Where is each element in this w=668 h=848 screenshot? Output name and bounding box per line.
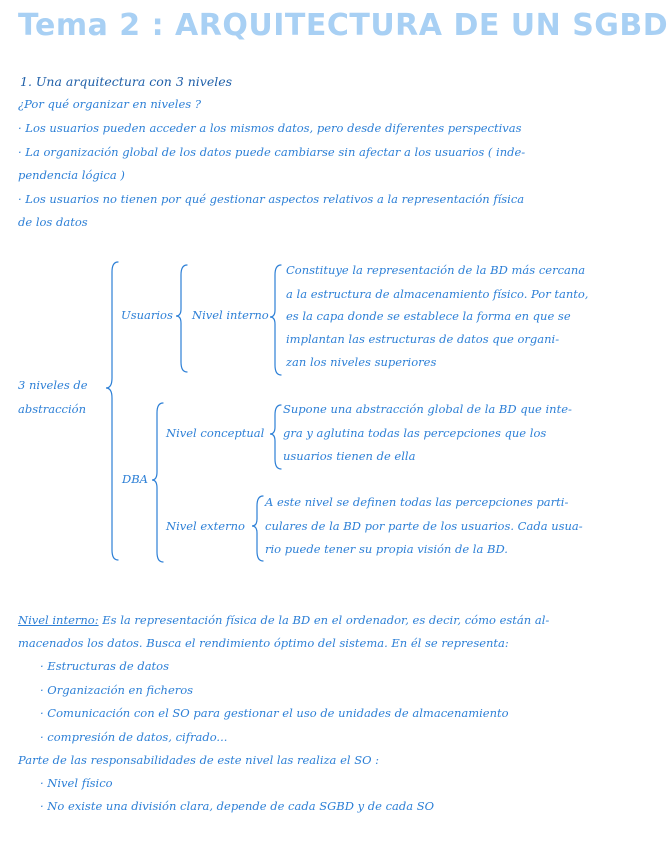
conceptual-desc-line: gra y aglutina todas las percepciones que los [283, 426, 547, 440]
root-label: 3 niveles de [18, 378, 88, 392]
interno-bullet: · compresión de datos, cifrado... [40, 730, 228, 744]
usuarios-label: Usuarios [121, 308, 173, 322]
interno-section-label: Nivel interno: [18, 613, 99, 627]
interno-desc-bracket [270, 265, 281, 375]
conceptual-desc-bracket [270, 405, 281, 469]
externo-desc-line: rio puede tener su propia visión de la BD. [265, 542, 508, 556]
usuarios-bracket [176, 265, 187, 372]
interno-paragraph-text: Es la representación física de la BD en el ordenador, es decir, cómo están al- [98, 613, 550, 627]
interno-bullet: · Organización en ficheros [40, 683, 194, 697]
interno-paragraph-line: macenados los datos. Busca el rendimiento óptimo del sistema. En él se representa: [18, 636, 509, 650]
conceptual-desc-line: Supone una abstracción global de la BD que inte- [283, 402, 572, 416]
interno-bullet: · Comunicación con el SO para gestionar el uso de unidades de almacenamiento [40, 706, 509, 720]
interno-desc-line: zan los niveles superiores [286, 355, 437, 369]
dba-label: DBA [122, 472, 148, 486]
intro-line: de los datos [18, 215, 88, 229]
intro-line: · Los usuarios pueden acceder a los mismos datos, pero desde diferentes perspectivas [18, 121, 522, 135]
interno-desc-line: implantan las estructuras de datos que organi- [286, 332, 560, 346]
nivel-interno-label: Nivel interno [192, 308, 269, 322]
intro-question: ¿Por qué organizar en niveles ? [18, 97, 201, 111]
so-bullet: · Nivel físico [40, 776, 113, 790]
interno-desc-line: es la capa donde se establece la forma en que se [286, 309, 571, 323]
section-heading: 1. Una arquitectura con 3 niveles [20, 74, 233, 89]
interno-paragraph [18, 615, 549, 627]
so-line: Parte de las responsabilidades de este nivel las realiza el SO : [18, 753, 380, 767]
interno-desc-line: a la estructura de almacenamiento físico. Por tanto, [286, 287, 589, 301]
so-bullet: · No existe una división clara, depende de cada SGBD y de cada SO [40, 799, 435, 813]
conceptual-desc-line: usuarios tienen de ella [283, 449, 416, 463]
intro-line: · La organización global de los datos puede cambiarse sin afectar a los usuarios ( inde- [18, 145, 526, 159]
intro-line: · Los usuarios no tienen por qué gestionar aspectos relativos a la representación física [18, 192, 525, 206]
page-title: Tema 2 : ARQUITECTURA DE UN SGBD [18, 8, 668, 43]
externo-desc-line: culares de la BD por parte de los usuarios. Cada usua- [265, 519, 583, 533]
interno-desc-line: Constituye la representación de la BD más cercana [286, 263, 586, 277]
nivel-conceptual-label: Nivel conceptual [166, 426, 265, 440]
root-label: abstracción [18, 402, 86, 416]
interno-bullet: · Estructuras de datos [40, 659, 169, 673]
main-bracket [106, 262, 118, 560]
dba-bracket [152, 403, 163, 562]
nivel-externo-label: Nivel externo [166, 519, 245, 533]
intro-line: pendencia lógica ) [18, 168, 125, 182]
externo-desc-bracket [252, 496, 263, 561]
externo-desc-line: A este nivel se definen todas las percepciones parti- [265, 495, 569, 509]
